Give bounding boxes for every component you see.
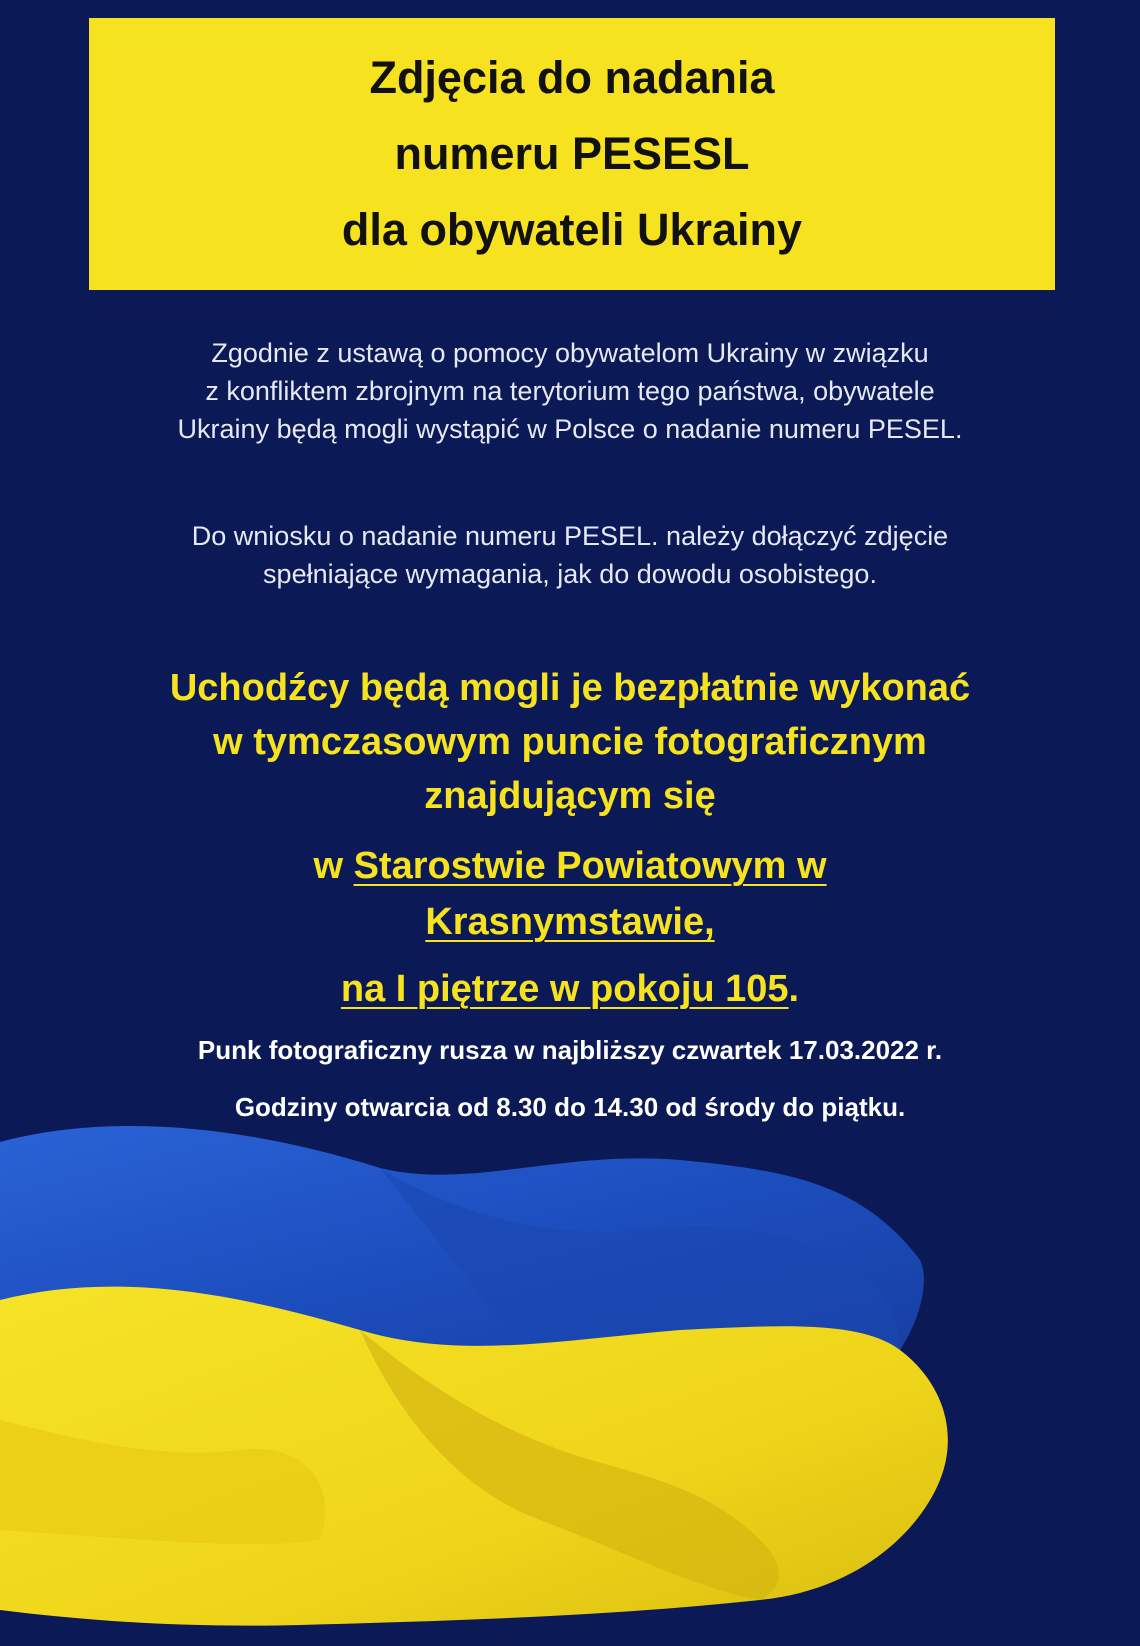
title-line: Zdjęcia do nadania bbox=[369, 52, 775, 103]
photo-requirement-paragraph bbox=[60, 517, 1080, 593]
location-town: Krasnymstawie, bbox=[425, 901, 715, 943]
location-block bbox=[40, 838, 1100, 950]
text-line: z konfliktem zbrojnym na terytorium tego państwa, obywatele bbox=[205, 376, 935, 406]
free-photo-notice bbox=[40, 661, 1100, 823]
text-line: znajdującym się bbox=[424, 775, 716, 817]
text-line: Zgodnie z ustawą o pomocy obywatelom Ukrainy w związku bbox=[211, 338, 929, 368]
text-line: w tymczasowym puncie fotograficznym bbox=[213, 721, 927, 763]
text-line: spełniające wymagania, jak do dowodu osobistego. bbox=[263, 559, 877, 589]
title-banner bbox=[89, 18, 1055, 290]
text-line: Ukrainy będą mogli wystąpić w Polsce o nadanie numeru PESEL. bbox=[177, 414, 963, 444]
text-line: Uchodźcy będą mogli je bezpłatnie wykonać bbox=[169, 667, 971, 709]
start-date-info: Punk fotograficzny rusza w najbliższy czwartek 17.03.2022 r. bbox=[197, 1035, 943, 1065]
title-line: dla obywateli Ukrainy bbox=[341, 204, 803, 255]
room-suffix: . bbox=[788, 968, 800, 1010]
location-name: Starostwie Powiatowym w bbox=[353, 845, 827, 887]
room-line bbox=[40, 961, 1100, 1017]
intro-paragraph bbox=[60, 334, 1080, 448]
room-text: na I piętrze w pokoju 105 bbox=[340, 968, 789, 1010]
ukraine-flag-image bbox=[0, 1120, 1140, 1646]
text-line: Do wniosku o nadanie numeru PESEL. należy dołączyć zdjęcie bbox=[191, 521, 949, 551]
title-line: numeru PESESL bbox=[394, 128, 750, 179]
location-prefix: w bbox=[313, 845, 354, 887]
opening-hours-info: Godziny otwarcia od 8.30 do 14.30 od środy do piątku. bbox=[234, 1092, 906, 1122]
